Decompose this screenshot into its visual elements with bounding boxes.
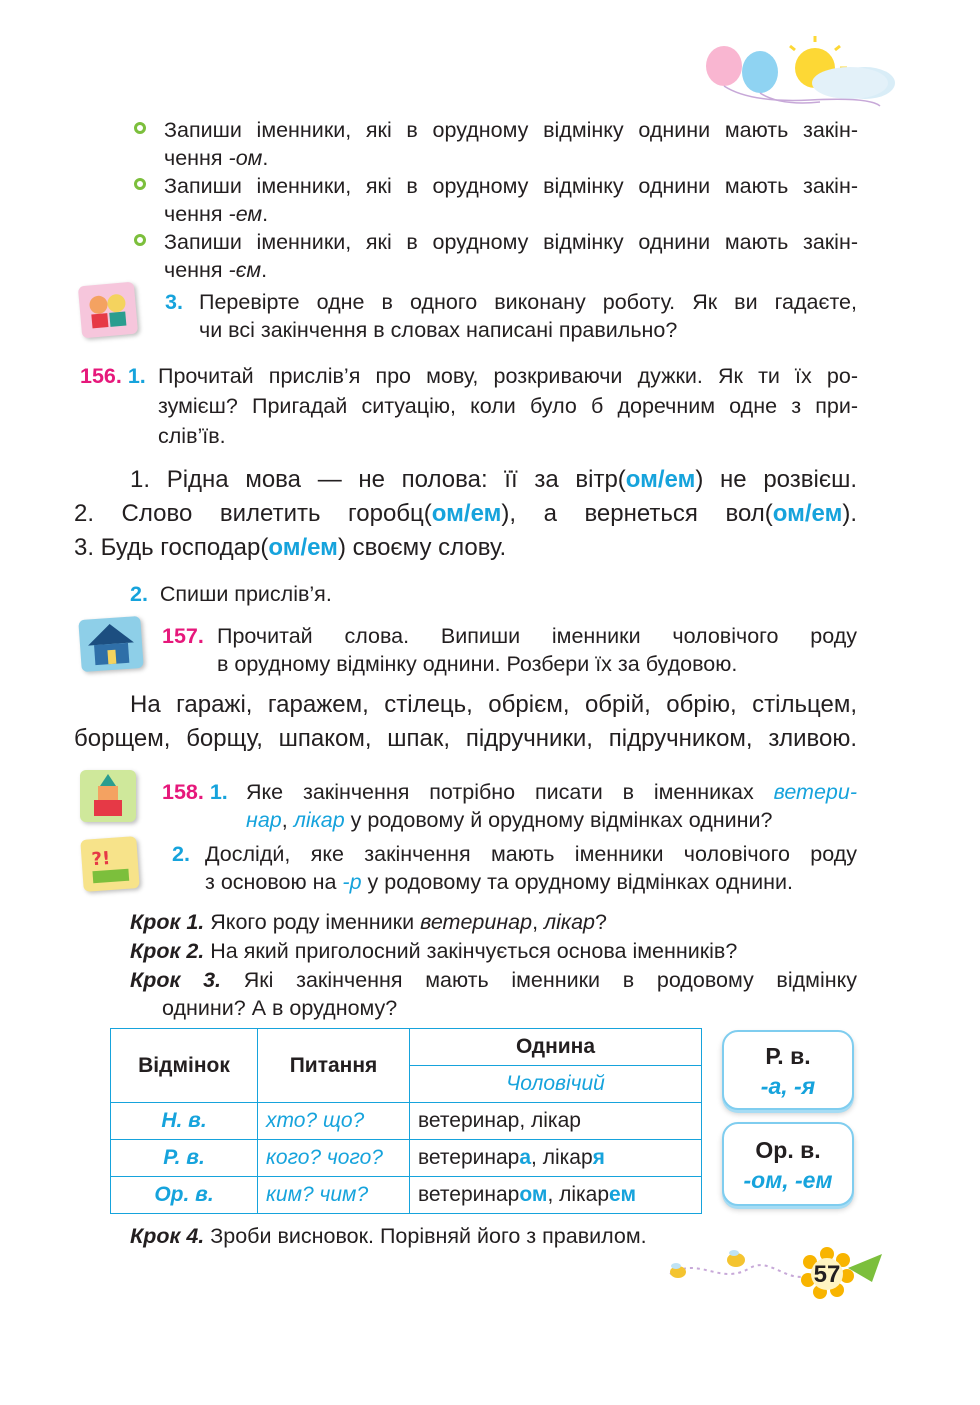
bullet-icon: [134, 178, 146, 190]
bees-decoration: [660, 1246, 890, 1306]
proverb-2: 2. Слово вилетить горобц(ом/ем), а вернеться вол(ом/ем).: [74, 500, 857, 527]
header-question: Питання: [258, 1029, 410, 1103]
proverb-3: 3. Будь господар(ом/ем) своєму слову.: [74, 534, 507, 561]
exercise-156-number: 156. 1.: [80, 364, 146, 388]
step-1: Крок 1. Якого роду іменники ветеринар, лікар?: [130, 910, 607, 934]
exercise-156-task2: 2. Спиши прислів’я.: [130, 582, 332, 606]
rule-endings: -а, -я: [760, 1073, 816, 1099]
exercise-156-text: слів’їв.: [158, 424, 226, 448]
task-number: 3.: [165, 290, 183, 314]
task-number: 2.: [172, 842, 190, 866]
exercise-158-task2-cont: з основою на -р у родовому та орудному відмінках однини.: [205, 870, 793, 894]
exercise-158-text-cont: нар, лікар у родовому й орудному відмінках однини?: [246, 808, 773, 832]
house-icon: [78, 616, 143, 672]
bullet-text-cont: чення -ем.: [164, 202, 269, 226]
exercise-158-text: Яке закінчення потрібно писати в іменниках ветери-: [246, 780, 857, 804]
bullet-item: [134, 172, 860, 228]
bullet-item: [134, 228, 860, 284]
step-3: Крок 3. Які закінчення мають іменники в родовому відмінку: [130, 968, 857, 992]
word-cell: ветеринара, лікаря: [410, 1140, 702, 1177]
header-singular: Однина: [410, 1029, 702, 1066]
task3-text-cont: чи всі закінчення в словах написані правильно?: [199, 318, 678, 342]
exercise-158-task2-text: Досліди́, яке закінчення мають іменники чоловічого роду: [205, 842, 857, 866]
exercise-156-text: зумієш? Пригадай ситуацію, коли було б доречним одне з при-: [158, 394, 858, 418]
balloons-sun-illustration: [690, 28, 900, 110]
svg-text:?!: ?!: [90, 847, 112, 871]
exercise-156-text: Прочитай прислів’я про мову, розкриваючи дужки. Як ти їх ро-: [158, 364, 858, 388]
bullet-text-cont: чення -єм.: [164, 258, 268, 282]
rule-genitive: [722, 1030, 854, 1110]
bullet-icon: [134, 122, 146, 134]
task3-text: Перевірте одне в одного виконану роботу. Як ви гадаєте,: [199, 290, 857, 314]
pair-work-icon: [78, 282, 138, 339]
table-row: [111, 1177, 702, 1214]
bullet-text: Запиши іменники, які в орудному відмінку однини мають закін-: [164, 118, 858, 142]
bullet-text: Запиши іменники, які в орудному відмінку однини мають закін-: [164, 230, 858, 254]
question-cell: кого? чого?: [258, 1140, 410, 1177]
rule-title: Р. в.: [765, 1043, 811, 1069]
declension-table: [110, 1028, 702, 1214]
case-cell: Н. в.: [111, 1103, 258, 1140]
bullet-icon: [134, 234, 146, 246]
word-list: На гаражі, гаражем, стілець, обрієм, обрій, обрію, стільцем,: [130, 691, 857, 718]
word-cell: ветеринар, лікар: [410, 1103, 702, 1140]
case-cell: Ор. в.: [111, 1177, 258, 1214]
bullet-text: Запиши іменники, які в орудному відмінку однини мають закін-: [164, 174, 858, 198]
question-cell: ким? чим?: [258, 1177, 410, 1214]
table-row: [111, 1140, 702, 1177]
bullet-item: [134, 116, 860, 172]
word-list-cont: борщем, борщу, шпаком, шпак, підручники, підручником, зливою.: [74, 725, 857, 752]
rule-title: Ор. в.: [755, 1137, 821, 1163]
question-cell: хто? що?: [258, 1103, 410, 1140]
step-4: Крок 4. Зроби висновок. Порівняй його з правилом.: [130, 1224, 647, 1248]
exercise-157-number: 157.: [162, 624, 204, 648]
blocks-icon: [80, 770, 136, 822]
rule-endings: -ом, -ем: [743, 1167, 833, 1193]
word-cell: ветеринаром, лікарем: [410, 1177, 702, 1214]
exercise-157-text: Прочитай слова. Випиши іменники чоловічого роду: [217, 624, 857, 648]
bullet-list: [134, 116, 860, 284]
rule-instrumental: [722, 1122, 854, 1206]
step-2: Крок 2. На який приголосний закінчується основа іменників?: [130, 939, 738, 963]
header-masculine: Чоловічий: [410, 1066, 702, 1103]
table-row: [111, 1103, 702, 1140]
bullet-text-cont: чення -ом.: [164, 146, 269, 170]
exercise-158-number: 158. 1.: [162, 780, 228, 804]
exercise-157-text-cont: в орудному відмінку однини. Розбери їх за будовою.: [217, 652, 738, 676]
case-cell: Р. в.: [111, 1140, 258, 1177]
question-book-icon: [80, 836, 139, 892]
proverb-1: 1. Рідна мова — не полова: її за вітр(ом/ем) не розвієш.: [130, 466, 857, 493]
page-number: 57: [813, 1261, 841, 1288]
header-case: Відмінок: [111, 1029, 258, 1103]
step-3-cont: однини? А в орудному?: [162, 996, 398, 1020]
